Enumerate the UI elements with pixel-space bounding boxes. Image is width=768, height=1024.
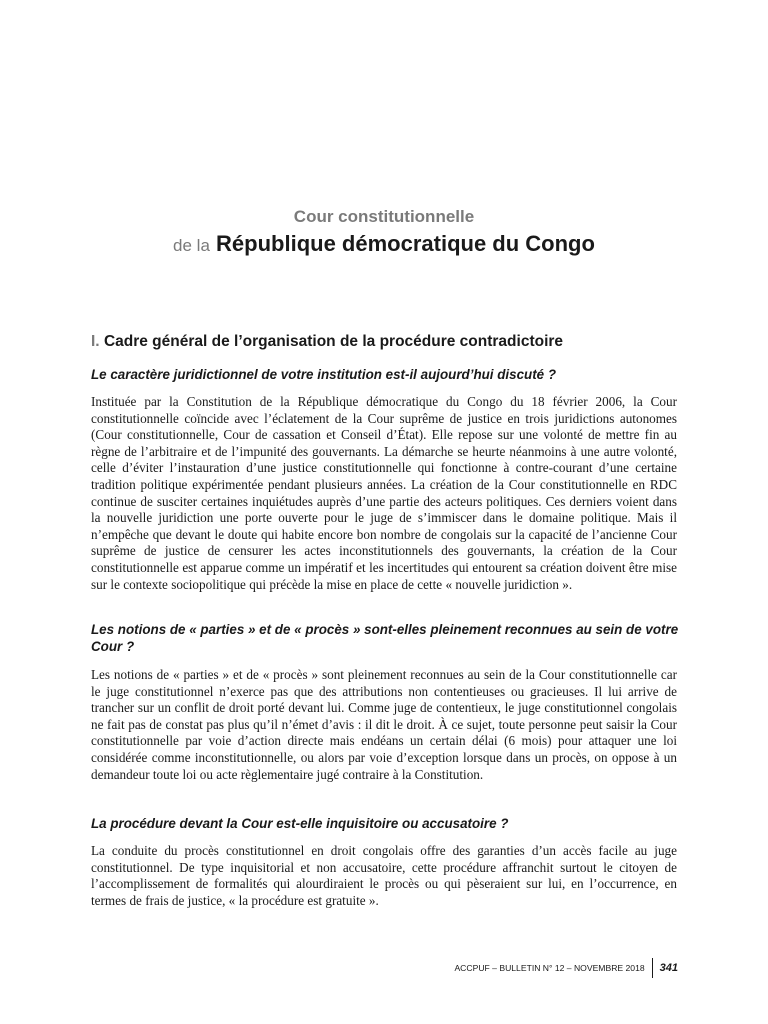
question-2: Les notions de « parties » et de « procès » sont-elles pleinement reconnues au sein de votre Cour ? [91,622,679,654]
section-number: I. [91,333,100,350]
answer-2: Les notions de « parties » et de « procès » sont pleinement reconnues au sein de la Cour constitutionnelle car le juge constitutionnel n’exerce pas que des attributions non contentieuses ou gracieuses. Il lui arrive de trancher sur un conflit de droit porté devant lui. Comme juge de contentieux, le juge constitutionnel congolais ne fait pas de constat pas plus qu’il n’émet d’avis : il dit le droit. À ce sujet, toute personne peut saisir la Cour constitutionnelle par voie d’action directe mais endéans un certain délai (6 mois) pour attaquer une loi considérée comme inconstitutionnelle, ou alors par voie d’exception lorsque dans un procès, on oppose à un demandeur toute loi ou acte règlementaire jugé contraire à la Constitution. [91,667,677,782]
title-line-2 [0,230,768,260]
title-line-1: Cour constitutionnelle [293,207,475,226]
question-1: Le caractère juridictionnel de votre institution est-il aujourd’hui discuté ? [91,367,557,382]
answer-1: Instituée par la Constitution de la République démocratique du Congo du 18 février 2006, la Cour constitutionnelle coïncide avec l’éclatement de la Cour suprême de justice en trois juridictions autonomes (Cour constitutionnelle, Cour de cassation et Conseil d’État). Elle repose sur une volonté de mettre fin au règne de l’arbitraire et de l’impunité des gouvernants. La démarche se heurte néanmoins à une autre volonté, celle d’éviter l’instauration d’une justice constitutionnelle qui fonctionne à contre-courant d’une certaine tradition politique expérimentée pendant plusieurs années. La création de la Cour constitutionnelle en RDC continue de susciter certaines inquiétudes auprès d’une partie des acteurs politiques. Ces derniers voient dans la nouvelle juridiction une porte ouverte pour le juge de s’immiscer dans le domaine politique. Mais il n’empêche que devant le doute qui habite encore bon nombre de congolais sur la capacité de l’ancienne Cour suprême de justice de censurer les actes inconstitutionnels des gouvernants, la création de la Cour constitutionnelle est apparue comme un impératif et les incertitudes qui entourent sa création doivent être mise sur le contexte sociopolitique qui précède la mise en place de cette « nouvelle juridiction ». [91,394,677,592]
title-prefix: de la [173,236,210,255]
section-heading-text: Cadre général de l’organisation de la procédure contradictoire [103,333,564,350]
page-number: 341 [659,962,678,974]
question-3: La procédure devant la Cour est-elle inquisitoire ou accusatoire ? [91,816,509,831]
publication-info: ACCPUF – BULLETIN N° 12 – NOVEMBRE 2018 [454,963,645,973]
footer-divider [652,958,653,978]
document-title [0,206,768,260]
page-footer [454,958,678,978]
title-main: République démocratique du Congo [216,231,595,256]
answer-3: La conduite du procès constitutionnel en droit congolais offre des garanties d’un accès facile au juge constitutionnel. De type inquisitorial et non accusatoire, cette procédure affranchit surtout le citoyen de l’accomplissement de formalités qui alourdiraient le procès ou qui pèseraient sur lui, en l’occurrence, en termes de frais de justice, « la procédure est gratuite ». [91,843,677,908]
section-heading [91,333,691,351]
